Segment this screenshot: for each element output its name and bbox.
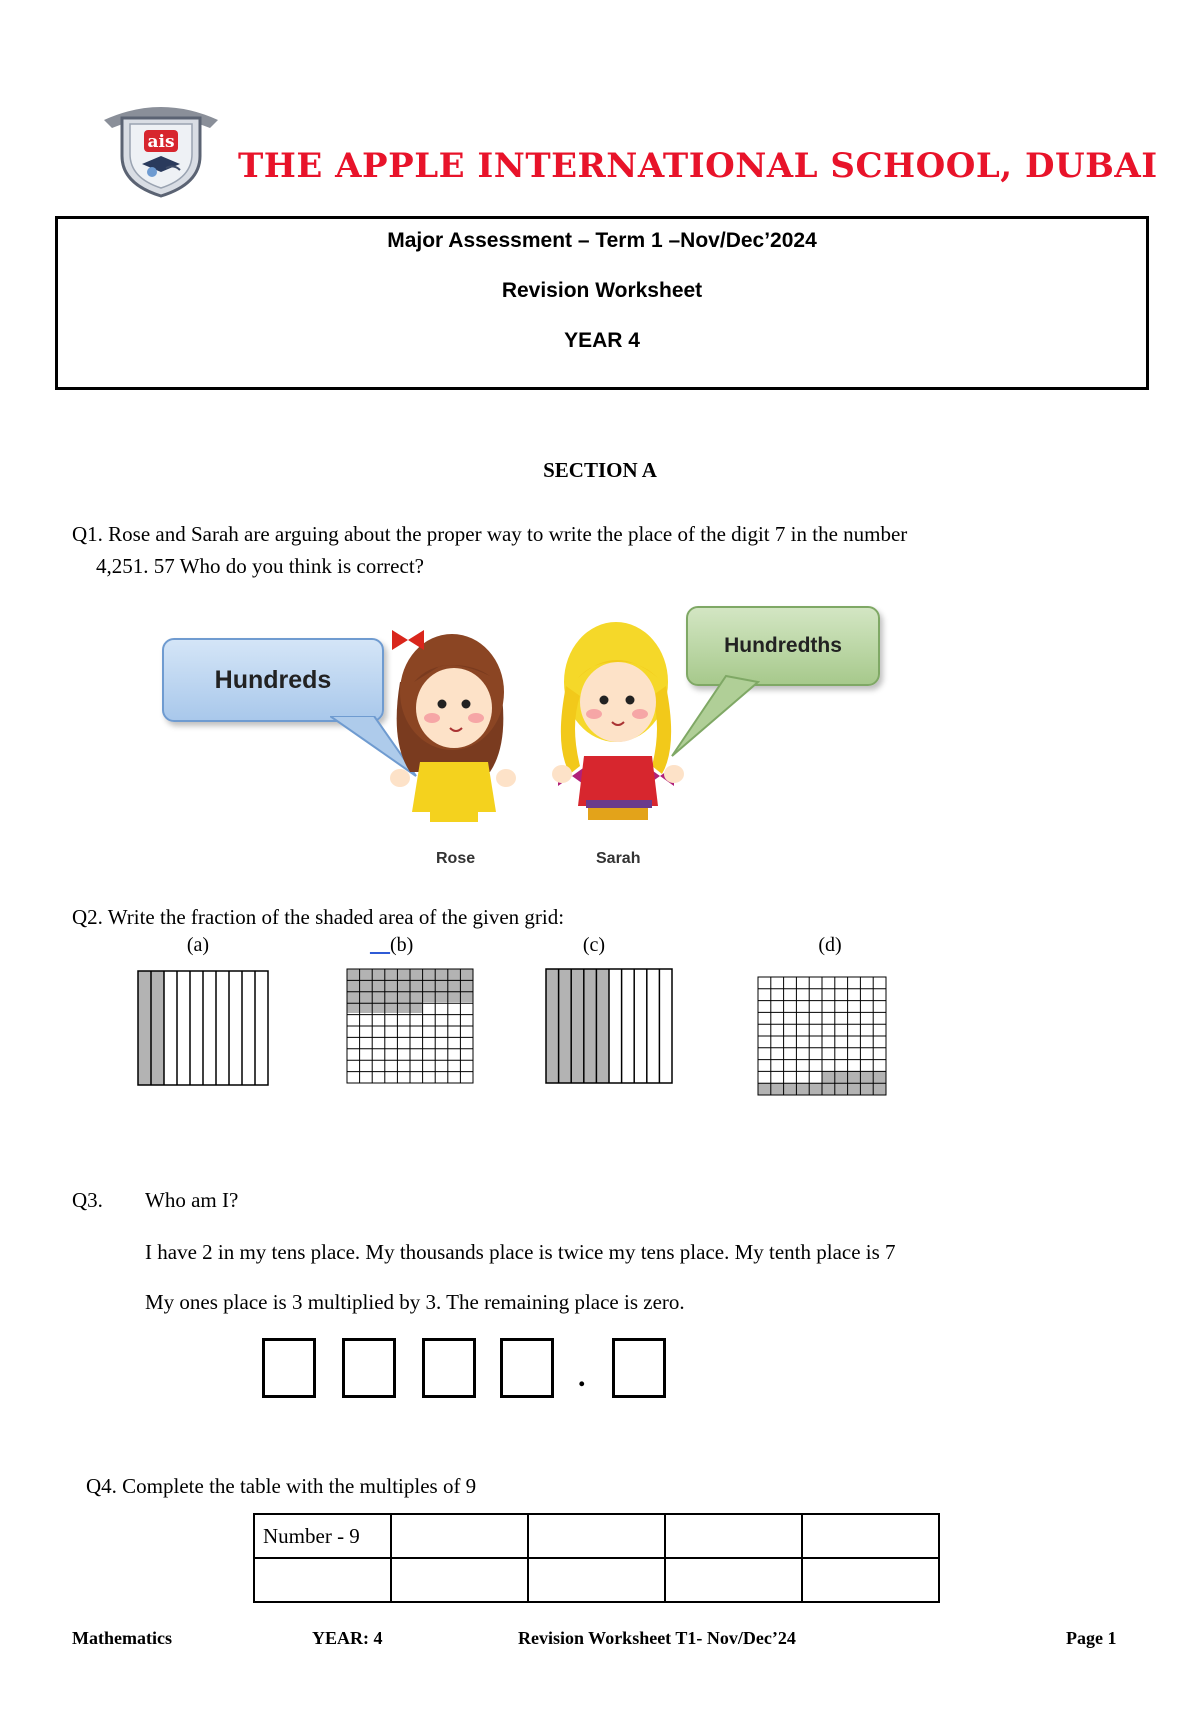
q3-answer-boxes [262, 1338, 682, 1402]
table-cell[interactable] [528, 1514, 665, 1558]
table-row-label: Number - 9 [254, 1514, 391, 1558]
assessment-title: Major Assessment – Term 1 –Nov/Dec’2024 [387, 229, 817, 252]
multiples-table [253, 1513, 940, 1603]
grid-b-label: __(b) [370, 934, 414, 956]
sarah-name-label: Sarah [596, 850, 641, 867]
q2-prompt: Q2. Write the fraction of the shaded area of the given grid: [72, 905, 565, 929]
hundreds-box[interactable] [342, 1338, 396, 1398]
tens-box[interactable] [422, 1338, 476, 1398]
table-cell[interactable] [802, 1514, 939, 1558]
q3-number: Q3. [72, 1188, 103, 1212]
svg-text:ais: ais [147, 132, 175, 152]
grid-d-label: (d) [818, 934, 842, 956]
footer-year: YEAR: 4 [312, 1628, 383, 1648]
table-cell[interactable] [802, 1558, 939, 1602]
grid-c [545, 968, 673, 1084]
decimal-point: . [578, 1360, 586, 1393]
footer-subject: Mathematics [72, 1628, 172, 1648]
section-title: SECTION A [543, 458, 657, 482]
ones-box[interactable] [500, 1338, 554, 1398]
table-cell[interactable] [254, 1558, 391, 1602]
school-logo [100, 98, 222, 198]
table-cell[interactable] [528, 1558, 665, 1602]
year-title: YEAR 4 [564, 329, 640, 352]
q1-text-line2: 4,251. 57 Who do you think is correct? [96, 554, 424, 578]
footer-page-number: Page 1 [1066, 1628, 1117, 1648]
thousands-box[interactable] [262, 1338, 316, 1398]
tenths-box[interactable] [612, 1338, 666, 1398]
table-cell[interactable] [391, 1514, 528, 1558]
grid-b [346, 968, 474, 1084]
grid-a-label: (a) [186, 934, 210, 956]
school-name: THE APPLE INTERNATIONAL SCHOOL, DUBAI [238, 146, 1158, 186]
q4-prompt: Q4. Complete the table with the multiples of 9 [86, 1474, 477, 1498]
table-row [254, 1558, 939, 1602]
worksheet-title: Revision Worksheet [501, 279, 703, 302]
grid-a [137, 970, 269, 1086]
table-cell[interactable] [665, 1558, 802, 1602]
grid-c-label: (c) [582, 934, 606, 956]
page-footer [0, 1628, 1200, 1658]
rose-name-label: Rose [436, 850, 476, 867]
q3-title: Who am I? [145, 1188, 239, 1212]
sarah-speech-text: Hundredths [724, 634, 842, 657]
q3-clue-line1: I have 2 in my tens place. My thousands place is twice my tens place. My tenth place is 7 [145, 1240, 896, 1264]
grid-d [757, 976, 887, 1096]
table-row [254, 1514, 939, 1558]
table-cell[interactable] [391, 1558, 528, 1602]
title-box [55, 216, 1149, 390]
table-cell[interactable] [665, 1514, 802, 1558]
rose-speech-text: Hundreds [214, 665, 332, 694]
sarah-illustration [540, 606, 690, 846]
q3-clue-line2: My ones place is 3 multiplied by 3. The remaining place is zero. [145, 1290, 685, 1314]
q1-text-line1: Q1. Rose and Sarah are arguing about the proper way to write the place of the digit 7 in the number [72, 522, 908, 546]
footer-worksheet: Revision Worksheet T1- Nov/Dec’24 [518, 1628, 796, 1648]
rose-illustration [380, 612, 520, 842]
rose-speech-bubble [162, 638, 384, 722]
